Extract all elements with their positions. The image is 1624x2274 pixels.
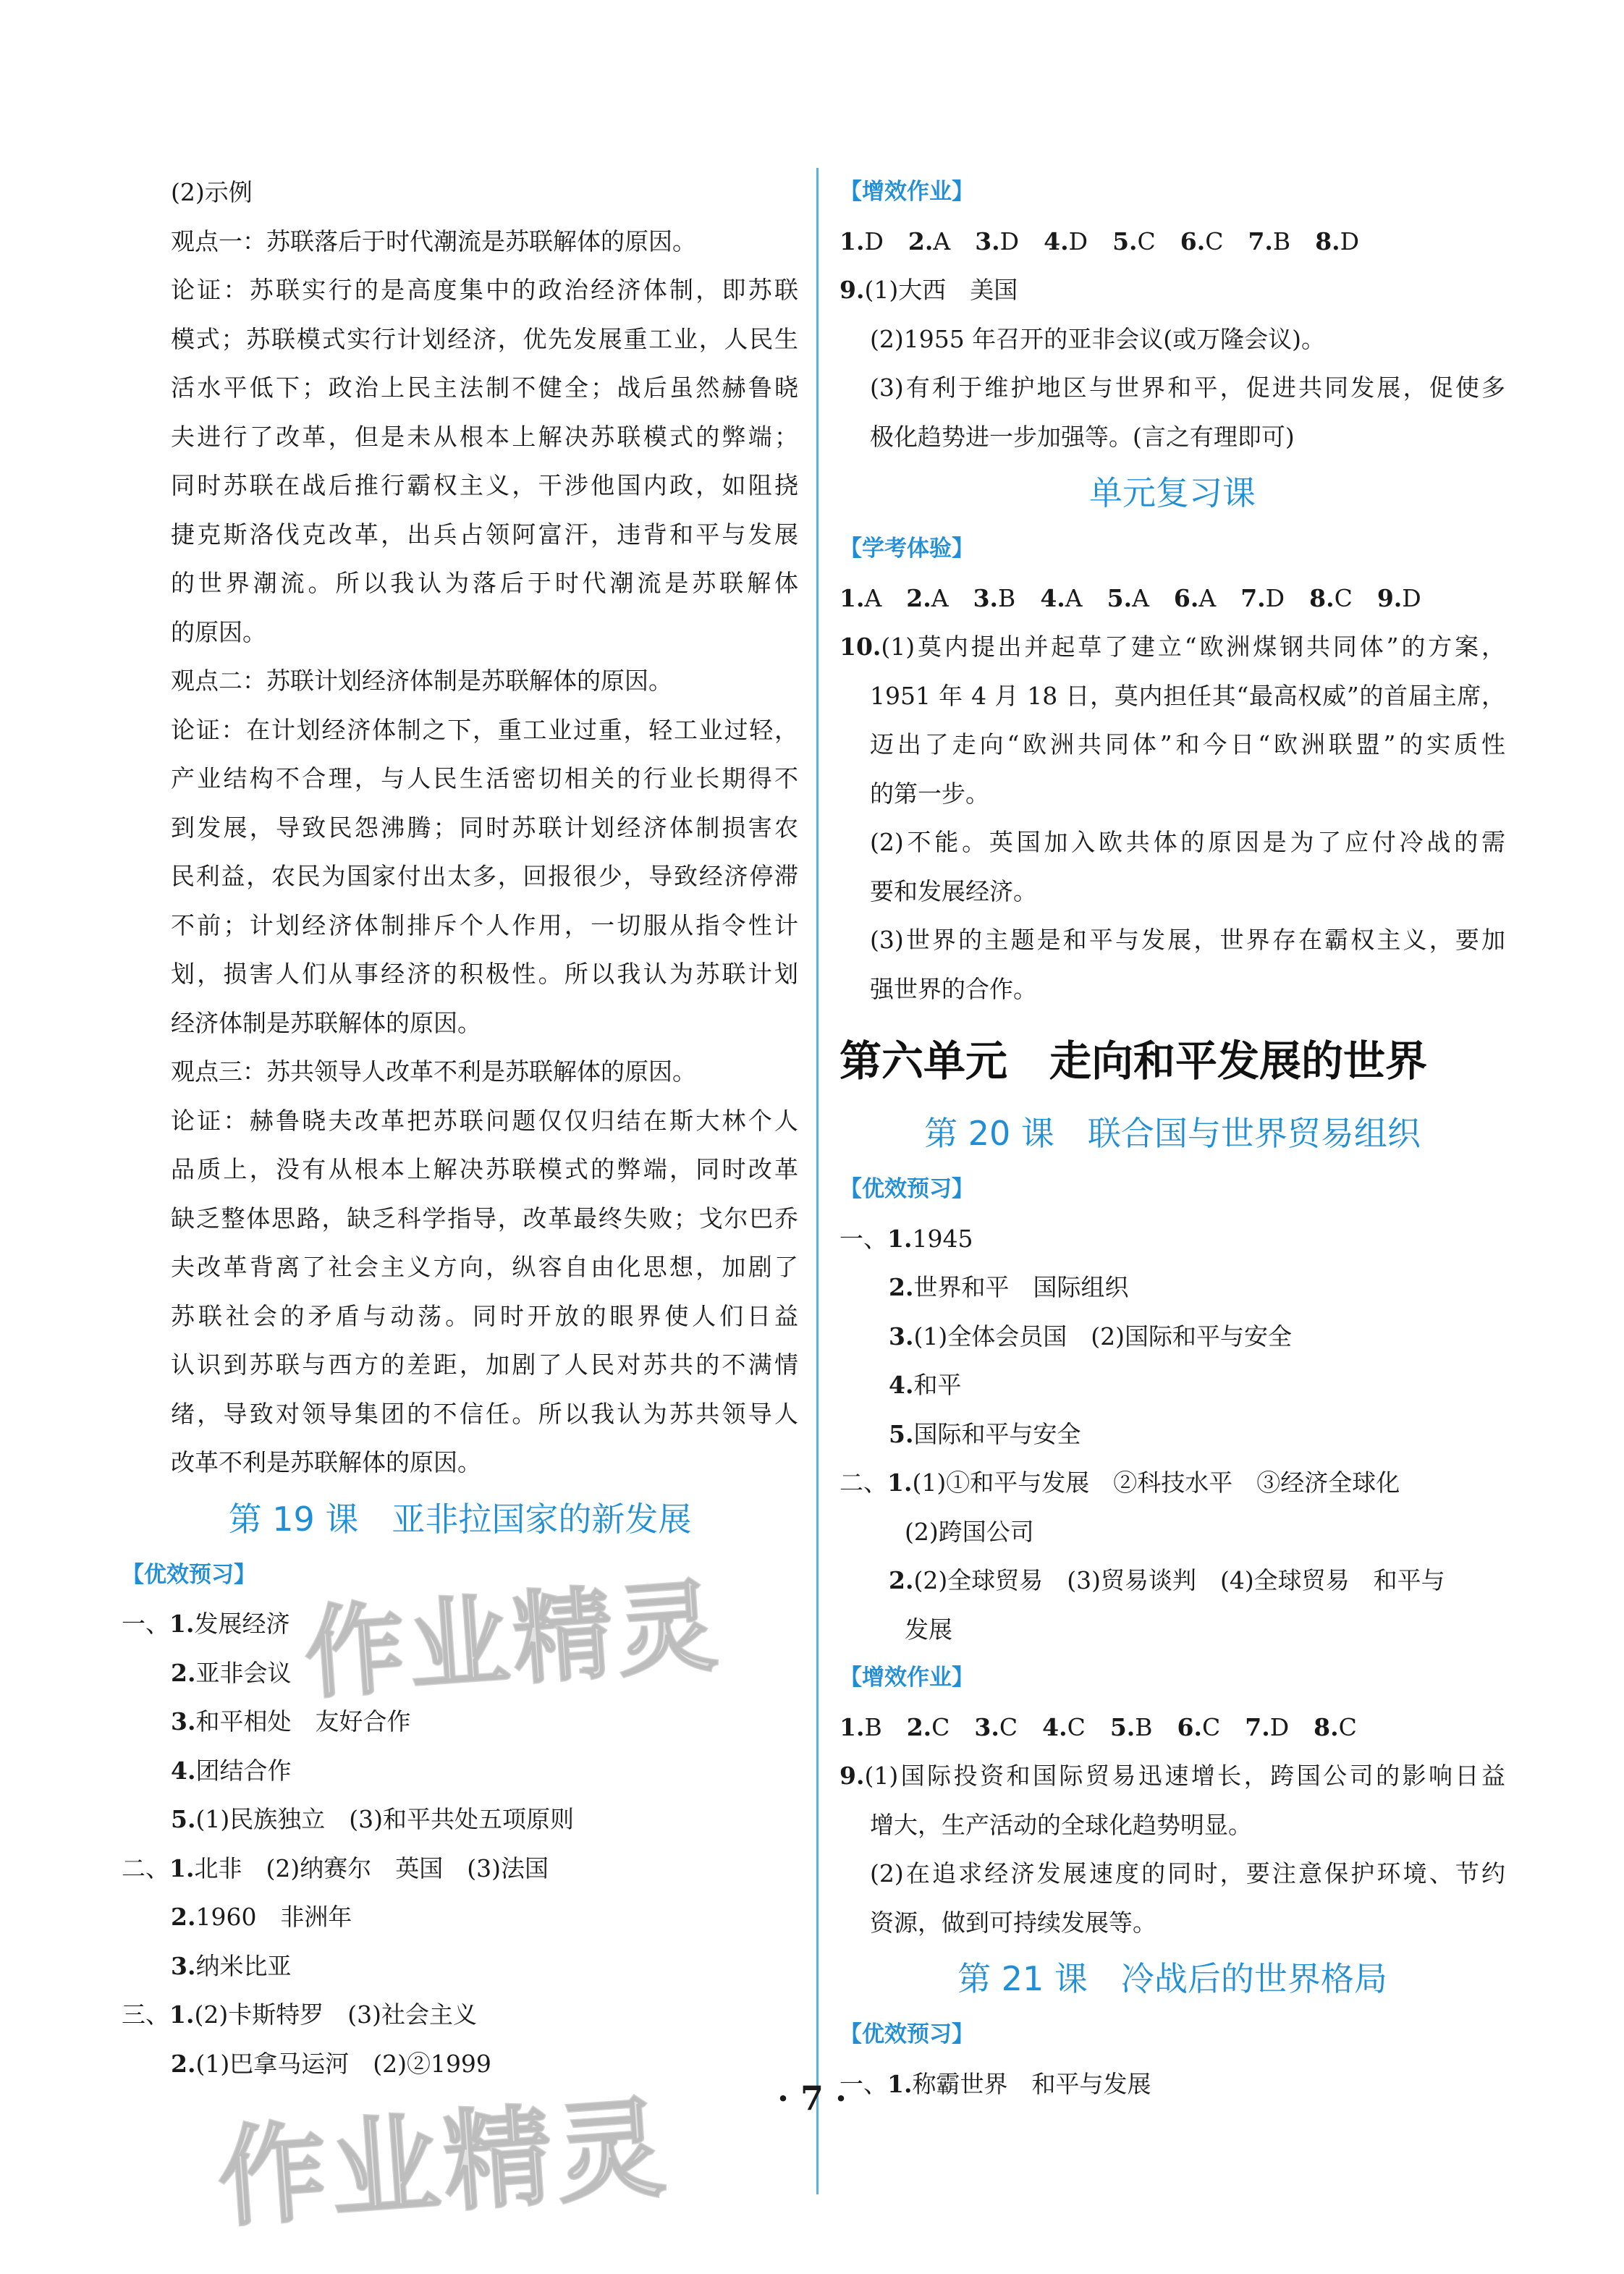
answer-line: 4.团结合作 [171, 1756, 292, 1785]
text-line: 论证：苏联实行的是高度集中的政治经济体制，即苏联 [171, 276, 798, 304]
lesson-20-q9-part-2: (2)在追求经济发展速度的同时，要注意保护环境、节约 [870, 1859, 1505, 1888]
text-line: 夫进行了改革，但是未从根本上解决苏联模式的弊端； [171, 422, 798, 451]
preview-tag: 【优效预习】 [122, 1561, 256, 1588]
text-line: 要和发展经济。 [870, 876, 1037, 905]
lesson-19-title: 第 19 课 亚非拉国家的新发展 [228, 1499, 692, 1539]
question-9-part-2: (2)1955 年召开的亚非会议(或万隆会议)。 [870, 324, 1325, 353]
text-line: 捷克斯洛伐克改革，出兵占领阿富汗，违背和平与发展 [171, 520, 798, 549]
answer-line: 5.国际和平与安全 [889, 1419, 1081, 1448]
question-9-part-3: (3)有利于维护地区与世界和平，促进共同发展，促使多 [870, 373, 1505, 402]
text-line: 夫改革背离了社会主义方向，纵容自由化思想，加剧了 [171, 1253, 798, 1281]
text-line: 不前；计划经济体制排斥个人作用，一切服从指令性计 [171, 910, 798, 939]
viewpoint-1-title: 观点一：苏联落后于时代潮流是苏联解体的原因。 [171, 227, 696, 255]
text-line: 缺乏整体思路，缺乏科学指导，改革最终失败；戈尔巴乔 [171, 1204, 798, 1233]
text-line: 绪，导致对领导集团的不信任。所以我认为苏共领导人 [171, 1399, 798, 1428]
text-line: 同时苏联在战后推行霸权主义，干涉他国内政，如阻挠 [171, 471, 798, 499]
answer-line: 2.1960 非洲年 [171, 1903, 352, 1931]
text-line: 认识到苏联与西方的差距，加剧了人民对苏共的不满情 [171, 1351, 798, 1379]
lesson-20-q9-part-2-cont: 资源，做到可持续发展等。 [870, 1908, 1156, 1937]
text-line: 产业结构不合理，与人民生活密切相关的行业长期得不 [171, 764, 798, 792]
text-line: 经济体制是苏联解体的原因。 [171, 1008, 481, 1037]
text-line: 苏联社会的矛盾与动荡。同时开放的眼界使人们日益 [171, 1301, 798, 1330]
lesson-20-preview-answers [840, 1214, 1505, 1654]
homework-tag: 【增效作业】 [840, 1665, 974, 1691]
left-column [122, 168, 798, 2088]
column-divider [816, 168, 819, 2194]
sub-question-2: (2)示例 [171, 178, 253, 206]
viewpoint-2-argument [122, 706, 798, 1048]
answer-line: 3.和平相处 友好合作 [171, 1707, 411, 1736]
lesson-20-q9-part-1-cont: 增大，生产活动的全球化趋势明显。 [870, 1810, 1252, 1839]
viewpoint-1-argument [122, 266, 798, 656]
text-line: 到发展，导致民怨沸腾；同时苏联计划经济体制损害农 [171, 813, 798, 842]
answer-line: 3.纳米比亚 [171, 1951, 292, 1980]
text-line: 的第一步。 [870, 779, 989, 808]
answer-line: (2)跨国公司 [905, 1517, 1034, 1546]
viewpoint-3-title: 观点三：苏共领导人改革不利是苏联解体的原因。 [171, 1057, 696, 1086]
answer-line: 三、1.(2)卡斯特罗 (3)社会主义 [122, 2000, 477, 2029]
text-line: 民利益，农民为国家付出太多，回报很少，导致经济停滞 [171, 862, 798, 890]
text-line: (3)世界的主题是和平与发展，世界存在霸权主义，要加 [870, 926, 1505, 954]
question-9-part-3-cont: 极化趋势进一步加强等。(言之有理即可) [870, 422, 1295, 451]
text-line: 划，损害人们从事经济的积极性。所以我认为苏联计划 [171, 960, 798, 988]
answer-line: 2.(1)巴拿马运河 (2)②1999 [171, 2049, 491, 2078]
text-line: 论证：在计划经济体制之下，重工业过重，轻工业过轻， [171, 715, 798, 744]
viewpoint-3-argument [122, 1096, 798, 1487]
answer-line: 一、1.称霸世界 和平与发展 [840, 2069, 1151, 2098]
answer-line: 二、1.(1)①和平与发展 ②科技水平 ③经济全球化 [840, 1468, 1400, 1497]
text-line: 1951 年 4 月 18 日，莫内担任其“最高权威”的首届主席， [870, 681, 1505, 710]
lesson-20-title: 第 20 课 联合国与世界贸易组织 [924, 1114, 1421, 1153]
exam-tag: 【学考体验】 [840, 536, 974, 562]
text-line: 强世界的合作。 [870, 974, 1037, 1003]
text-line: 的原因。 [171, 617, 266, 646]
answer-line: 4.和平 [889, 1371, 962, 1399]
question-10 [840, 622, 1505, 1013]
unit-6-title: 第六单元 走向和平发展的世界 [840, 1036, 1428, 1086]
answer-line: 3.(1)全体会员国 (2)国际和平与安全 [889, 1322, 1292, 1351]
right-column [840, 168, 1505, 2108]
text-line: (2)不能。英国加入欧共体的原因是为了应付冷战的需 [870, 828, 1505, 856]
choice-answers-lesson-20: 1.B 2.C 3.C 4.C 5.B 6.C 7.D 8.C [840, 1712, 1357, 1741]
text-line: 的世界潮流。所以我认为落后于时代潮流是苏联解体 [171, 569, 798, 597]
answer-line: 发展 [905, 1615, 952, 1644]
text-line: 10.(1)莫内提出并起草了建立“欧洲煤钢共同体”的方案， [840, 633, 1505, 661]
answer-line: 2.(2)全球贸易 (3)贸易谈判 (4)全球贸易 和平与 [889, 1566, 1445, 1594]
text-line: 迈出了走向“欧洲共同体”和今日“欧洲联盟”的实质性 [870, 730, 1505, 758]
preview-tag: 【优效预习】 [840, 2021, 974, 2047]
homework-tag: 【增效作业】 [840, 179, 974, 205]
watermark: 作业精灵 [300, 1568, 725, 1713]
answer-line: 2.世界和平 国际组织 [889, 1273, 1129, 1301]
page-number: · 7 · [777, 2079, 847, 2118]
choice-answers-lesson-19: 1.D 2.A 3.D 4.D 5.C 6.C 7.B 8.D [840, 227, 1360, 255]
lesson-20-q9-part-1: 9.(1)国际投资和国际贸易迅速增长，跨国公司的影响日益 [840, 1762, 1505, 1790]
text-line: 模式；苏联模式实行计划经济，优先发展重工业，人民生 [171, 324, 798, 353]
preview-tag: 【优效预习】 [840, 1176, 974, 1202]
choice-answers-review: 1.A 2.A 3.B 4.A 5.A 6.A 7.D 8.C 9.D [840, 583, 1421, 612]
watermark: 作业精灵 [213, 2085, 674, 2243]
text-line: 改革不利是苏联解体的原因。 [171, 1448, 481, 1476]
viewpoint-2-title: 观点二：苏联计划经济体制是苏联解体的原因。 [171, 667, 672, 695]
unit-review-title: 单元复习课 [1089, 473, 1256, 512]
text-line: 品质上，没有从根本上解决苏联模式的弊端，同时改革 [171, 1155, 798, 1183]
answer-line: 二、1.北非 (2)纳赛尔 英国 (3)法国 [122, 1854, 549, 1882]
answer-line: 一、1.发展经济 [122, 1610, 290, 1638]
answer-line: 一、1.1945 [840, 1224, 973, 1253]
answer-line: 5.(1)民族独立 (3)和平共处五项原则 [171, 1805, 574, 1833]
question-9-part-1: 9.(1)大西 美国 [840, 276, 1018, 304]
answer-line: 2.亚非会议 [171, 1658, 292, 1687]
text-line: 活水平低下；政治上民主法制不健全；战后虽然赫鲁晓 [171, 373, 798, 402]
text-line: 论证：赫鲁晓夫改革把苏联问题仅仅归结在斯大林个人 [171, 1106, 798, 1135]
lesson-21-title: 第 21 课 冷战后的世界格局 [957, 1959, 1387, 1998]
